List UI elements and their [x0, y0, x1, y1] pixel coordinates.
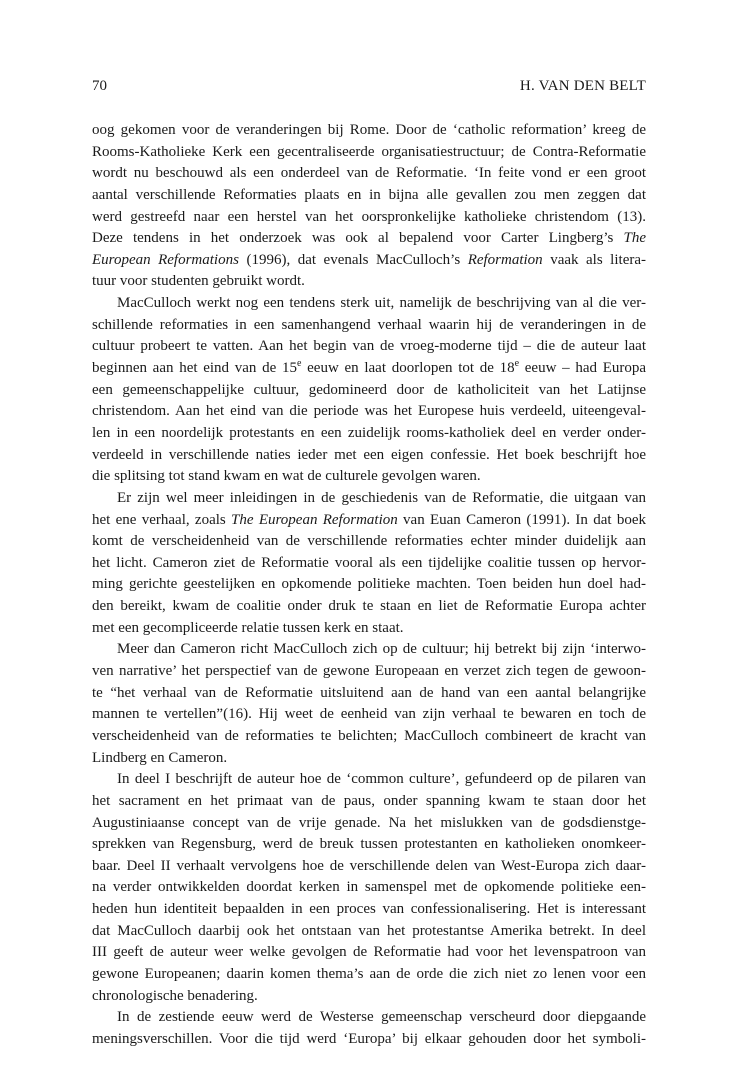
- text-segment: verdeeld in verschillende naties ieder met een eigen confessie. Het boek beschrijft hoe: [92, 446, 646, 463]
- text-segment: het licht. Cameron ziet de Reformatie vooral als een tijdelijke coalitie tussen op hervor-: [92, 554, 646, 571]
- text-segment: wordt nu beschouwd als een onderdeel van de Reformatie. ‘In feite vond er een groot: [92, 165, 646, 182]
- text-segment: van Euan Cameron (1991). In dat boek: [397, 511, 646, 528]
- running-head-author: H. VAN DEN BELT: [519, 78, 646, 94]
- text-line: [92, 445, 646, 467]
- body-text: [92, 120, 646, 1051]
- text-line: [92, 531, 646, 553]
- text-line: [92, 921, 646, 943]
- text-line: [92, 553, 646, 575]
- text-line: [92, 877, 646, 899]
- text-segment: baar. Deel II verhaalt vervolgens hoe de verschillende delen van West-Europa zich daar-: [92, 857, 646, 874]
- text-line: [92, 899, 646, 921]
- text-segment: die splitsing tot stand kwam en wat de culturele gevolgen waren.: [92, 468, 481, 485]
- text-segment: sprekken van Regensburg, werd de breuk tussen protestanten en katholieken onomkeer-: [92, 836, 646, 853]
- text-line: [92, 488, 646, 510]
- text-segment: Lindberg en Cameron.: [92, 749, 228, 766]
- text-segment: Augustiniaanse concept van de vrije genade. Na het mislukken van de godsdienstge-: [92, 814, 646, 831]
- text-segment: met een gecompliceerde relatie tussen kerk en staat.: [92, 619, 404, 636]
- text-segment: In de zestiende eeuw werd de Westerse gemeenschap verscheurd door diepgaande: [117, 1009, 646, 1026]
- text-segment: gewone Europeanen; daarin komen thema’s aan de orde die zich niet zo lenen voor een: [92, 965, 646, 982]
- text-line: [92, 683, 646, 705]
- text-line: [92, 1029, 646, 1051]
- text-line: [92, 791, 646, 813]
- text-line: [92, 401, 646, 423]
- text-segment: oog gekomen voor de veranderingen bij Rome. Door de ‘catholic reformation’ kreeg de: [92, 122, 646, 138]
- text-line: [92, 942, 646, 964]
- italic-title: The European Reformation: [231, 511, 398, 528]
- text-line: [92, 510, 646, 532]
- text-line: [92, 271, 646, 293]
- text-segment: werd gestreefd naar een herstel van het oorspronkelijke katholieke christendom (13).: [92, 208, 646, 225]
- text-segment: het ene verhaal, zoals: [92, 511, 232, 528]
- text-line: [92, 185, 646, 207]
- text-segment: eeuw – had Europa: [519, 360, 647, 377]
- text-segment: (1996), dat evenals MacCulloch’s: [238, 251, 468, 268]
- italic-title: Reformation: [467, 251, 543, 268]
- text-line: [92, 726, 646, 748]
- text-segment: III geeft de auteur weer welke gevolgen de Reformatie had voor het levenspatroon van: [92, 944, 646, 961]
- text-segment: meningsverschillen. Voor die tijd werd ‘Europa’ bij elkaar gehouden door het symboli-: [92, 1030, 646, 1047]
- italic-title: The: [623, 230, 646, 247]
- text-line: [92, 466, 646, 488]
- text-line: [92, 661, 646, 683]
- text-segment: Rooms-Katholieke Kerk een gecentraliseerde organisatiestructuur; de Contra-Reformatie: [92, 143, 646, 160]
- text-segment: mannen te vertellen”(16). Hij weet de eenheid van zijn verhaal te bewaren en toch de: [92, 706, 646, 723]
- text-segment: dat MacCulloch daarbij ook het ontstaan van het protestantse Amerika betrekt. In deel: [92, 922, 646, 939]
- text-segment: In deel I beschrijft de auteur hoe de ‘common culture’, gefundeerd op de pilaren van: [117, 771, 646, 788]
- text-segment: het sacrament en het primaat van de paus, onder spanning kwam te staan door het: [92, 792, 646, 809]
- text-line: [92, 834, 646, 856]
- superscript: e: [296, 358, 302, 370]
- text-line: [92, 769, 646, 791]
- text-line: [92, 618, 646, 640]
- text-segment: tuur voor studenten gebruikt wordt.: [92, 273, 305, 290]
- text-line: [92, 142, 646, 164]
- text-segment: een gemeenschappelijke cultuur, gedomineerd door de katholiciteit van het Latijnse: [92, 381, 646, 398]
- text-segment: len in een noordelijk protestants en een zuidelijk rooms-katholiek deel en verder onder-: [92, 424, 646, 441]
- text-segment: Deze tendens in het onderzoek was ook al bepalend voor Carter Lingberg’s: [92, 230, 624, 247]
- text-segment: cultuur probeert te vatten. Aan het begin van de vroeg-moderne tijd – die de auteur laat: [92, 338, 646, 355]
- text-line: [92, 1007, 646, 1029]
- text-segment: ven narrative’ het perspectief van de gewone Europeaan en verzet zich tegen de gewoon-: [92, 663, 646, 680]
- text-line: [92, 856, 646, 878]
- text-line: [92, 423, 646, 445]
- text-line: [92, 964, 646, 986]
- text-line: [92, 596, 646, 618]
- text-segment: Er zijn wel meer inleidingen in de geschiedenis van de Reformatie, die uitgaan van: [117, 489, 646, 506]
- text-line: [92, 380, 646, 402]
- italic-title: European Reformations: [92, 251, 239, 268]
- text-line: [92, 748, 646, 770]
- text-line: [92, 163, 646, 185]
- text-segment: heden hun identiteit bepaalden in een proces van confessionalisering. Het is interessant: [92, 901, 646, 918]
- text-segment: komt de verscheidenheid van de verschillende reformaties echter minder duidelijk aan: [92, 533, 646, 550]
- running-head: [92, 78, 646, 100]
- text-segment: christendom. Aan het eind van die periode was het Europese huis verdeeld, uiteengeval-: [92, 403, 646, 420]
- text-line: [92, 574, 646, 596]
- text-segment: eeuw en laat doorlopen tot de 18: [301, 360, 515, 377]
- text-line: [92, 358, 646, 380]
- text-line: [92, 293, 646, 315]
- text-line: [92, 813, 646, 835]
- text-segment: chronologische benadering.: [92, 987, 258, 1004]
- page-number: 70: [92, 78, 107, 94]
- text-segment: Meer dan Cameron richt MacCulloch zich op de cultuur; hij betrekt bij zijn ‘interwo-: [117, 641, 646, 658]
- text-line: [92, 120, 646, 142]
- text-segment: den bereikt, kwam de coalitie onder druk te staan en liet de Reformatie Europa achter: [92, 598, 646, 615]
- text-segment: vaak als litera-: [542, 251, 646, 268]
- text-segment: te “het verhaal van de Reformatie uitsluitend aan de hand van een aantal belangrijke: [92, 684, 646, 701]
- text-segment: MacCulloch werkt nog een tendens sterk uit, namelijk de beschrijving van al die ver-: [117, 295, 646, 312]
- text-segment: schillende reformaties in een samenhangend verhaal waarin hij de veranderingen in de: [92, 316, 646, 333]
- text-line: [92, 639, 646, 661]
- text-line: [92, 250, 646, 272]
- text-line: [92, 704, 646, 726]
- text-segment: verscheidenheid van de reformaties te belichten; MacCulloch combineert de kracht van: [92, 727, 646, 744]
- text-line: [92, 315, 646, 337]
- text-line: [92, 336, 646, 358]
- text-line: [92, 228, 646, 250]
- text-segment: beginnen aan het eind van de 15: [92, 360, 297, 377]
- text-segment: aantal verschillende Reformaties plaats en in bijna alle gevallen zou men zeggen dat: [92, 186, 646, 203]
- text-line: [92, 207, 646, 229]
- text-segment: ming gerichte geestelijken en opkomende politieke machten. Toen beiden hun doel had-: [92, 576, 646, 593]
- superscript: e: [514, 358, 520, 370]
- text-line: [92, 986, 646, 1008]
- text-segment: na verder ontwikkelden doordat kerken in samenspel met de opkomende politieke een-: [92, 879, 646, 896]
